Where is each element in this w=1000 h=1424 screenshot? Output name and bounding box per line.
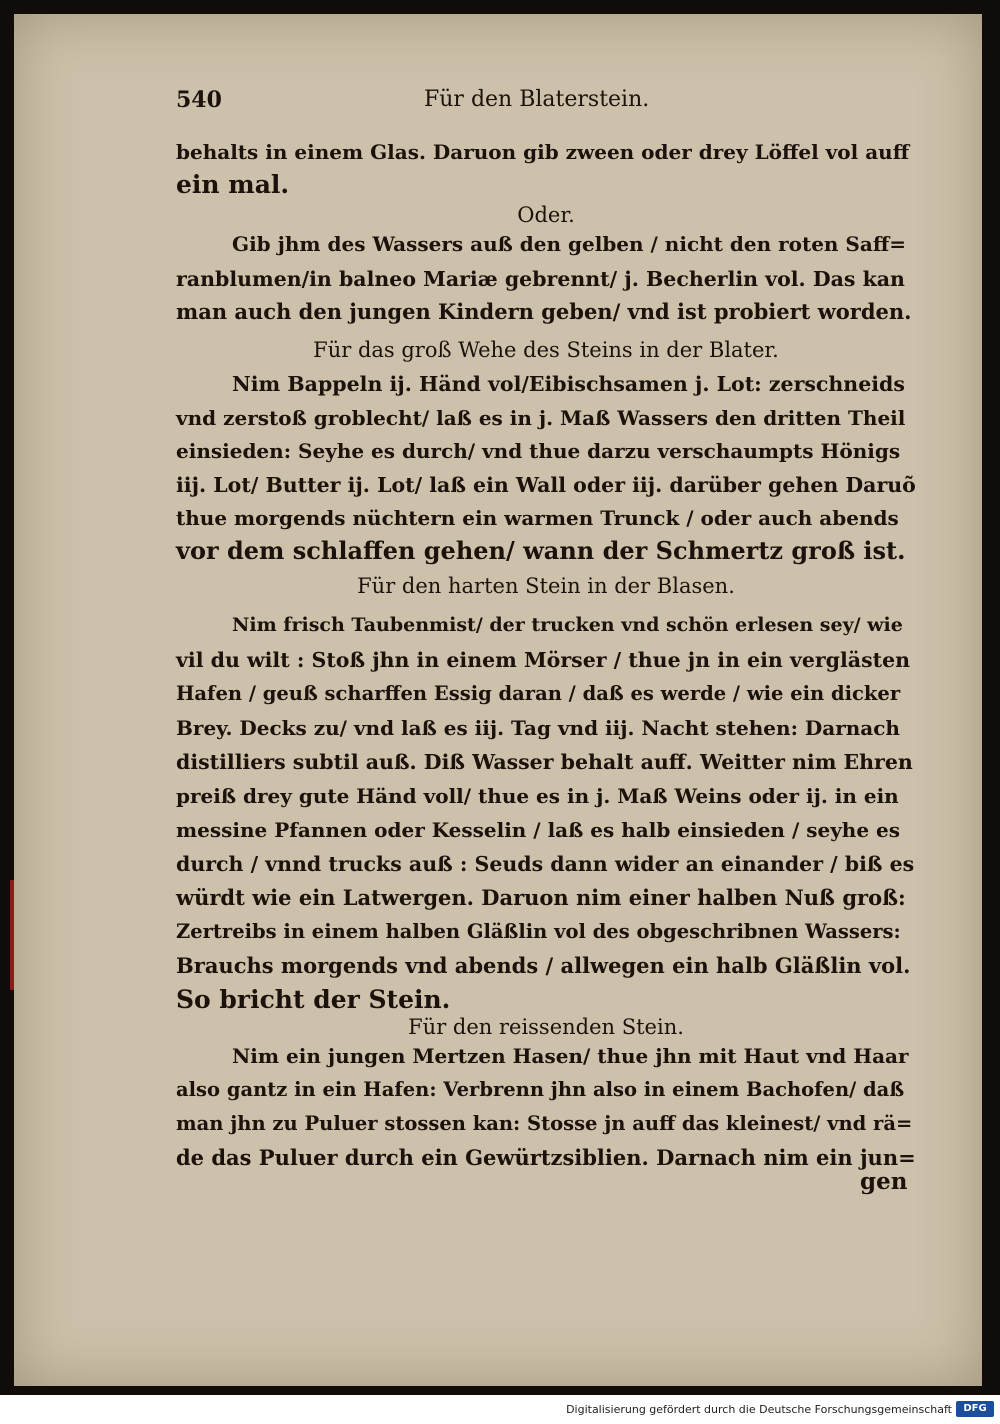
section-heading: Für den harten Stein in der Blasen. bbox=[357, 574, 735, 598]
text-line: Zertreibs in einem halben Gläßlin vol des obgeschribnen Wassers: bbox=[176, 920, 901, 943]
text-line: Nim ein jungen Mertzen Hasen/ thue jhn mit Haut vnd Haar bbox=[232, 1044, 909, 1068]
text-line: Brauchs morgends vnd abends / allwegen ein halb Gläßlin vol. bbox=[176, 953, 911, 978]
text-line: ranblumen/in balneo Mariæ gebrennt/ j. Becherlin vol. Das kan bbox=[176, 267, 905, 291]
text-line: de das Puluer durch ein Gewürtzsiblien. Darnach nim ein jun= bbox=[176, 1145, 916, 1170]
text-line: preiß drey gute Händ voll/ thue es in j. Maß Weins oder ij. in ein bbox=[176, 784, 899, 808]
text-line: distilliers subtil auß. Diß Wasser behalt auff. Weitter nim Ehren bbox=[176, 750, 913, 774]
text-line: würdt wie ein Latwergen. Daruon nim einer halben Nuß groß: bbox=[176, 885, 906, 910]
catchword: gen bbox=[860, 1168, 908, 1195]
text-line: messine Pfannen oder Kesselin / laß es halb einsieden / seyhe es bbox=[176, 818, 901, 842]
text-line: man auch den jungen Kindern geben/ vnd ist probiert worden. bbox=[176, 299, 912, 324]
text-line: Hafen / geuß scharffen Essig daran / daß es werde / wie ein dicker bbox=[176, 682, 901, 705]
text-line: Brey. Decks zu/ vnd laß es iij. Tag vnd iij. Nacht stehen: Darnach bbox=[176, 716, 900, 740]
text-line: vil du wilt : Stoß jhn in einem Mörser / thue jn in ein verglästen bbox=[176, 648, 911, 672]
text-line: Nim Bappeln ij. Händ vol/Eibischsamen j. Lot: zerschneids bbox=[232, 372, 905, 396]
text-line: also gantz in ein Hafen: Verbrenn jhn also in einem Bachofen/ daß bbox=[176, 1078, 905, 1101]
text-line: iij. Lot/ Butter ij. Lot/ laß ein Wall oder iij. darüber gehen Daruõ bbox=[176, 473, 916, 497]
section-heading: Oder. bbox=[517, 203, 575, 227]
text-line: man jhn zu Puluer stossen kan: Stosse jn auff das kleinest/ vnd rä= bbox=[176, 1112, 913, 1135]
text-line: vnd zerstoß groblecht/ laß es in j. Maß Wassers den dritten Theil bbox=[176, 406, 906, 430]
text-line: behalts in einem Glas. Daruon gib zween oder drey Löffel vol auff bbox=[176, 140, 910, 164]
page-number: 540 bbox=[176, 87, 222, 113]
page-header bbox=[176, 87, 916, 119]
footer-bar bbox=[0, 1395, 1000, 1424]
text-line: einsieden: Seyhe es durch/ vnd thue darzu verschaumpts Hönigs bbox=[176, 439, 901, 463]
text-line: thue morgends nüchtern ein warmen Trunck / oder auch abends bbox=[176, 506, 899, 530]
dfg-logo: DFG bbox=[956, 1401, 994, 1417]
text-line: Gib jhm des Wassers auß den gelben / nicht den roten Saff= bbox=[232, 232, 906, 256]
text-line: durch / vnnd trucks auß : Seuds dann wider an einander / biß es bbox=[176, 852, 915, 876]
text-line: ein mal. bbox=[176, 170, 290, 199]
running-head: Für den Blaterstein. bbox=[424, 87, 650, 112]
text-line: So bricht der Stein. bbox=[176, 985, 451, 1014]
text-line: vor dem schlaffen gehen/ wann der Schmertz groß ist. bbox=[176, 536, 906, 565]
text-line: Nim frisch Taubenmist/ der trucken vnd schön erlesen sey/ wie bbox=[232, 614, 903, 636]
section-heading: Für das groß Wehe des Steins in der Blater. bbox=[313, 338, 779, 362]
section-heading: Für den reissenden Stein. bbox=[408, 1015, 684, 1039]
funding-credit: Digitalisierung gefördert durch die Deutsche Forschungsgemeinschaft bbox=[566, 1403, 952, 1416]
